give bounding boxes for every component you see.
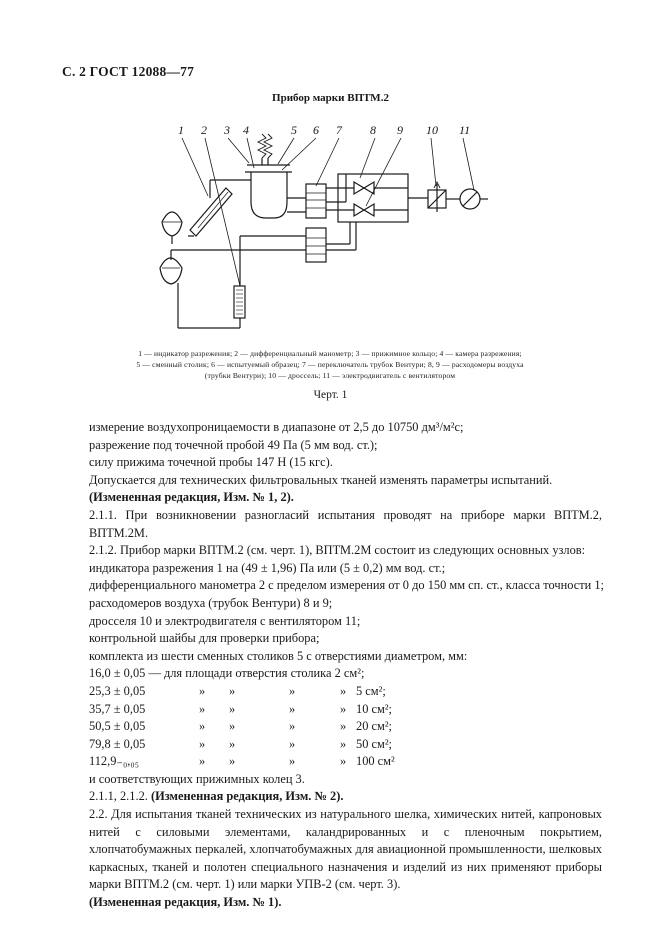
figure-title: Прибор марки ВПТМ.2: [272, 92, 389, 104]
amendment-note: (Измененная редакция, Изм. № 1, 2).: [89, 490, 294, 505]
differential-manometer: [160, 236, 306, 328]
label-1: 1: [178, 123, 184, 137]
figure-caption: [80, 348, 580, 381]
list-item: и соответствующих прижимных колец 3.: [89, 771, 305, 786]
label-2: 2: [201, 123, 207, 137]
label-9: 9: [397, 123, 403, 137]
fan-motor: [460, 189, 488, 209]
label-3: 3: [224, 123, 230, 137]
vacuum-chamber: [245, 134, 292, 218]
list-item: контрольной шайбы для проверки прибора;: [89, 631, 320, 646]
paragraph: измерение воздухопроницаемости в диапазоне от 2,5 до 10750 дм³/м²с;: [89, 420, 464, 434]
label-6: 6: [313, 123, 319, 137]
caption-line-2: 5 — сменный столик; 6 — испытуемый образец; 7 — переключатель трубок Вентури; 8, 9 — расходомеры воздуха: [136, 360, 524, 369]
label-8: 8: [370, 123, 376, 137]
caption-line-1: 1 — индикатор разрежения; 2 — дифференциальный манометр; 3 — прижимное кольцо; 4 — камера разрежения;: [138, 349, 522, 358]
vacuum-indicator: [162, 180, 251, 244]
list-item: индикатора разрежения 1 на (49 ± 1,96) Па или (5 ± 0,2) мм вод. ст.;: [89, 560, 446, 575]
list-item: 16,0 ± 0,05 — для площади отверстия столика 2 см²;: [89, 666, 365, 681]
paragraph: 2.1.2. Прибор марки ВПТМ.2 (см. черт. 1), ВПТМ.2М состоит из следующих основных узлов:: [89, 543, 586, 558]
amendment-note: (Измененная редакция, Изм. № 1).: [89, 895, 282, 910]
table-row: 25,3 ± 0,05 » » » » 5 см²;: [89, 683, 386, 698]
throttle: [408, 182, 460, 212]
device-schematic-diagram: [150, 118, 490, 338]
table-row: 50,5 ± 0,05 » » » » 20 см²;: [89, 719, 392, 734]
paragraph: 2.2. Для испытания тканей технических из натурального шелка, химических нитей, капроновых нитей с силовыми элементами, каландрированных и с пленочным покрытием, хлопчатобумажных перкалей, хлопчатобумажных для авиационной промышленности, шелковых каркасных, тканей и полотен специального назначения и изделий из них применяют приборы марки ВПТМ.2 (см. черт. 1) или марки УПВ-2 (см. черт. 3).: [89, 807, 602, 892]
venturi-flowmeters: [326, 174, 408, 250]
paragraph: Допускается для технических фильтровальных тканей изменять параметры испытаний.: [89, 472, 553, 487]
figure-number: Черт. 1: [313, 389, 348, 401]
table-row: 35,7 ± 0,05 » » » » 10 см²;: [89, 701, 392, 716]
paragraph: 2.1.1. При возникновении разногласий испытания проводят на приборе марки ВПТМ.2, ВПТМ.2М.: [89, 507, 602, 540]
table-row: 112,9₋₀,₀₅ » » » » 100 см²: [89, 754, 395, 769]
label-7: 7: [336, 123, 342, 137]
paragraph: силу прижима точечной пробы 147 Н (15 кгс).: [89, 455, 333, 470]
page-header: С. 2 ГОСТ 12088—77: [62, 64, 195, 79]
label-5: 5: [291, 123, 297, 137]
caption-line-3: (трубки Вентури); 10 — дроссель; 11 — электродвигатель с вентилятором: [204, 371, 456, 380]
list-item: дросселя 10 и электродвигателя с вентилятором 11;: [89, 613, 361, 628]
label-4: 4: [243, 123, 249, 137]
label-11: 11: [459, 123, 471, 137]
amendment-note: 2.1.1, 2.1.2. (Измененная редакция, Изм. № 2).: [89, 789, 344, 804]
list-item: дифференциального манометра 2 с пределом измерения от 0 до 150 мм сп. ст., класса точности 1;: [89, 578, 604, 593]
list-item: расходомеров воздуха (трубок Вентури) 8 и 9;: [89, 595, 333, 610]
body-text: [62, 419, 602, 912]
paragraph: разрежение под точечной пробой 49 Па (5 мм вод. ст.);: [89, 437, 378, 452]
table-row: 79,8 ± 0,05 » » » » 50 см²;: [89, 736, 392, 751]
label-10: 10: [426, 123, 438, 137]
list-item: комплекта из шести сменных столиков 5 с отверстиями диаметром, мм:: [89, 648, 468, 663]
